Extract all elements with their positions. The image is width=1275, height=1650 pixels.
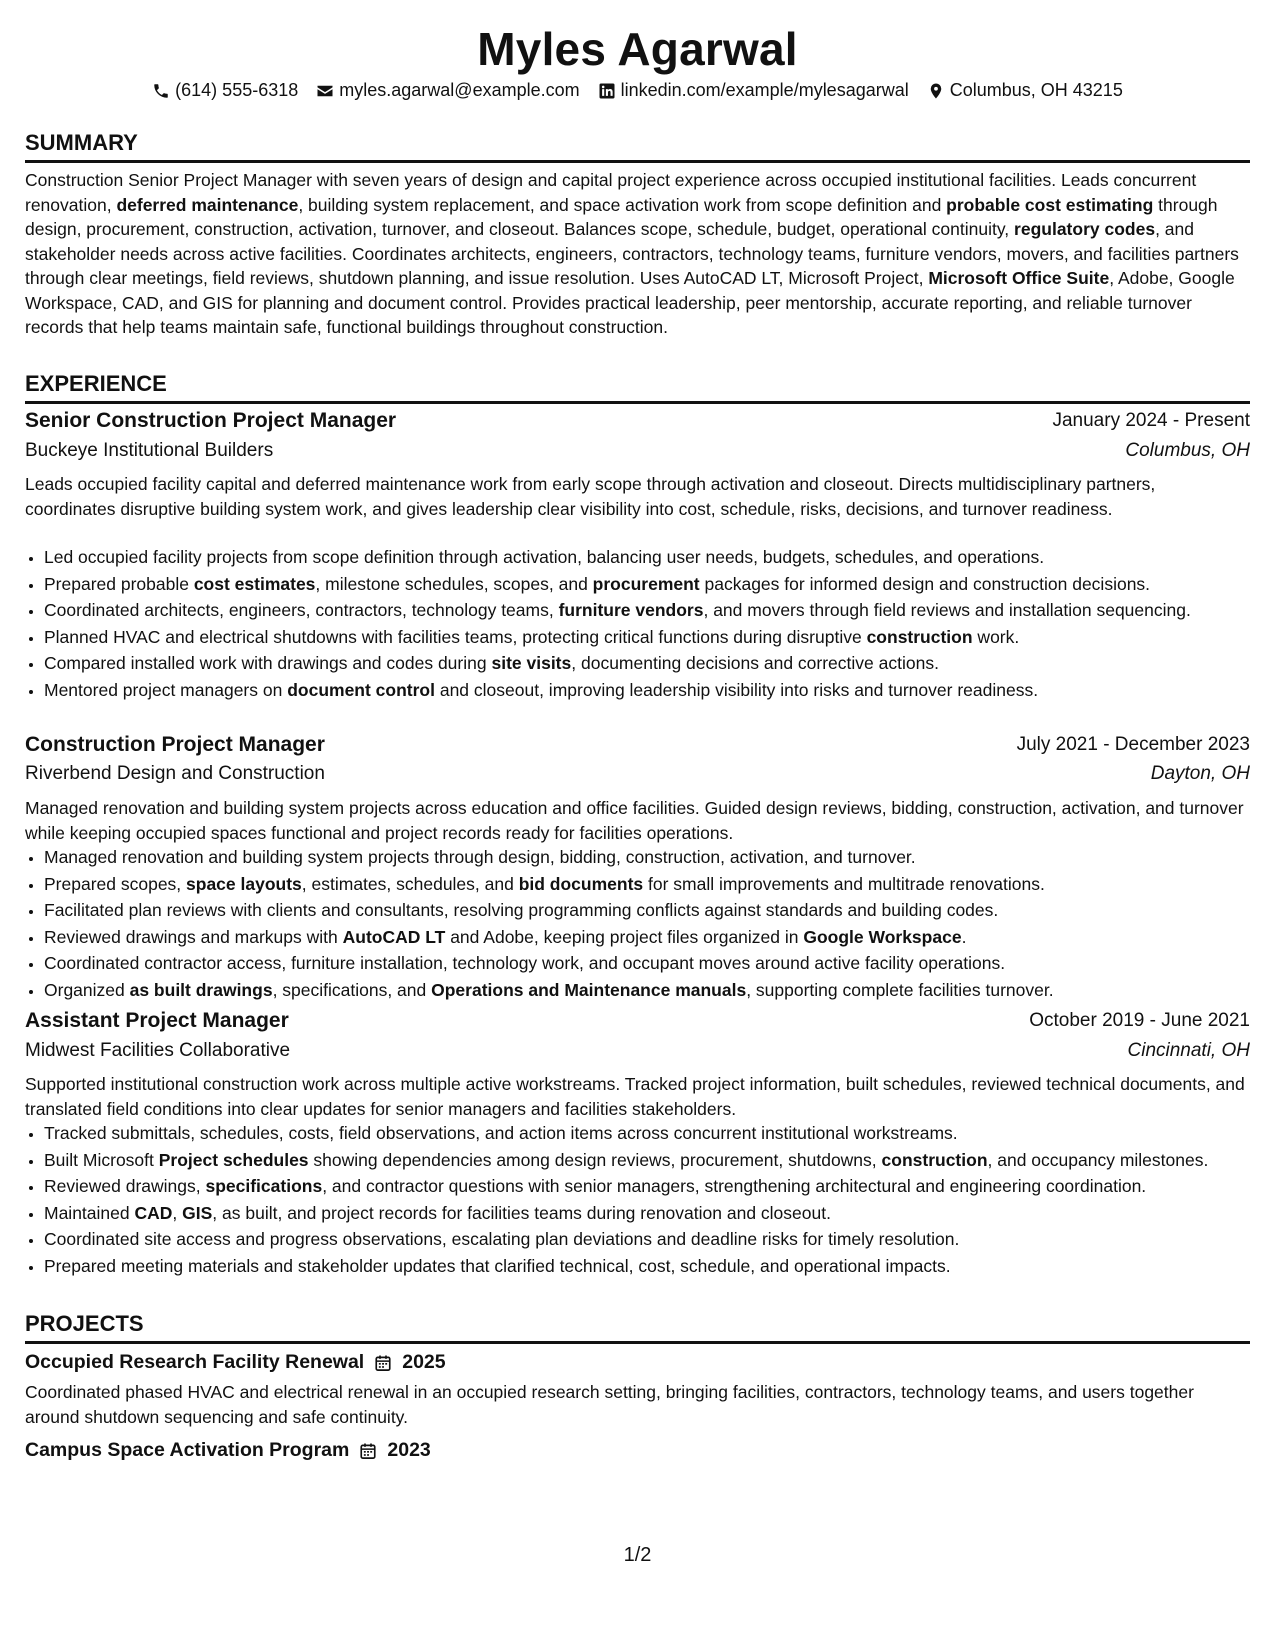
bullet-item	[44, 625, 1269, 650]
job-title: Assistant Project Manager	[25, 1009, 289, 1032]
contact-linkedin[interactable]	[598, 80, 909, 101]
resume-page	[25, 0, 1250, 1650]
text-run: , building system replacement, and space activation work from scope definition and	[298, 194, 947, 215]
bold-keyword: Microsoft Office Suite	[928, 268, 1110, 288]
text-run: Reviewed drawings and markups with	[44, 926, 343, 947]
text-run: , as built, and project records for facilities teams during renovation and closeout.	[212, 1202, 831, 1223]
text-run: , documenting decisions and corrective actions.	[571, 653, 939, 673]
section-title-projects: PROJECTS	[25, 1311, 1250, 1344]
bullet-item	[44, 1174, 1269, 1199]
bold-keyword: construction	[866, 626, 973, 647]
bullet-item	[44, 898, 1269, 923]
bullet-item	[44, 978, 1269, 1003]
location-text: Columbus, OH 43215	[949, 80, 1123, 100]
text-run: Prepared probable	[44, 573, 194, 594]
job-description: Managed renovation and building system projects across education and office facilities. Guided design reviews, bidding, construction, activation, and turnover while keeping occupied spaces functional and project records ready for facilities operations.	[25, 798, 1244, 843]
text-run: , and movers through field reviews and installation sequencing.	[703, 600, 1191, 620]
text-run: packages for informed design and construction decisions.	[699, 573, 1151, 594]
job-dates: July 2021 - December 2023	[1016, 734, 1250, 755]
bullet-item	[44, 1148, 1269, 1173]
text-run: Prepared meeting materials and stakeholder updates that clarified technical, cost, schedule, and operational impacts.	[44, 1255, 951, 1276]
text-run: Tracked submittals, schedules, costs, field observations, and action items across concurrent institutional workstreams.	[44, 1123, 958, 1143]
text-run: , Adobe, Google Workspace, CAD, and GIS for planning and document control. Provides practical leadership, peer mentorship, accurate reporting, and reliable turnover records that help teams maintain safe, functional buildings throughout construction.	[25, 268, 1235, 337]
text-run: , estimates, schedules, and	[301, 873, 519, 894]
phone-icon	[152, 82, 170, 100]
job-bullets	[25, 1121, 1269, 1280]
text-run: and closeout, improving leadership visibility into risks and turnover readiness.	[434, 679, 1039, 700]
bullet-item	[44, 1227, 1269, 1252]
project-title	[25, 1351, 446, 1374]
bullet-item	[44, 951, 1269, 976]
bold-keyword: site visits	[491, 653, 572, 673]
calendar-icon	[359, 1442, 377, 1460]
section-title-summary: SUMMARY	[25, 130, 1250, 163]
job-company: Riverbend Design and Construction	[25, 763, 325, 784]
project-title	[25, 1439, 431, 1462]
bullet-item	[44, 598, 1269, 623]
bullet-item	[44, 545, 1269, 570]
text-run: Built Microsoft	[44, 1149, 159, 1170]
text-run: Compared installed work with drawings and codes during	[44, 653, 492, 673]
summary-rich-text	[25, 170, 1239, 337]
email-text: myles.agarwal@example.com	[339, 80, 580, 100]
text-run: showing dependencies among design reviews, procurement, shutdowns,	[308, 1149, 882, 1170]
bold-keyword: document control	[287, 679, 435, 700]
bold-keyword: as built drawings	[129, 979, 273, 1000]
text-run: , milestone schedules, scopes, and	[315, 573, 593, 594]
project-name: Occupied Research Facility Renewal	[25, 1351, 365, 1373]
bullet-item	[44, 1254, 1269, 1279]
text-run: Maintained	[44, 1202, 135, 1223]
bullet-item	[44, 845, 1269, 870]
bullet-item	[44, 872, 1269, 897]
job-description: Supported institutional construction work across multiple active workstreams. Tracked project information, built schedules, reviewed technical documents, and translated field conditions into clear updates for senior managers and facilities stakeholders.	[25, 1074, 1245, 1119]
text-run: for small improvements and multitrade renovations.	[643, 873, 1045, 894]
text-run: , and occupancy milestones.	[987, 1149, 1209, 1170]
job-description: Leads occupied facility capital and deferred maintenance work from early scope through activation and closeout. Directs multidisciplinary partners, coordinates disruptive building system work, and gives leadership clear visibility into cost, schedule, risks, decisions, and turnover readiness.	[25, 474, 1156, 519]
text-run: Prepared scopes,	[44, 873, 187, 894]
bold-keyword: specifications	[205, 1176, 323, 1196]
project-year: 2025	[402, 1351, 446, 1373]
job-bullets	[25, 845, 1269, 1004]
bullet-item	[44, 1201, 1269, 1226]
page-number: 1/2	[623, 1544, 652, 1566]
job-location: Columbus, OH	[1125, 440, 1250, 461]
summary-text	[25, 168, 1250, 340]
calendar-icon	[374, 1354, 392, 1372]
text-run: Mentored project managers on	[44, 679, 288, 700]
text-run: Planned HVAC and electrical shutdowns with facilities teams, protecting critical functions during disruptive	[44, 626, 867, 647]
bold-keyword: furniture vendors	[558, 600, 704, 620]
envelope-icon	[316, 82, 334, 100]
job-title: Senior Construction Project Manager	[25, 409, 397, 432]
text-run: , specifications, and	[272, 979, 432, 1000]
bold-keyword: Google Workspace	[803, 926, 962, 947]
text-run: Coordinated contractor access, furniture installation, technology work, and occupant moves around active facility operations.	[44, 953, 1006, 973]
bold-keyword: bid documents	[518, 873, 644, 894]
bold-keyword: regulatory codes	[1014, 219, 1156, 239]
contact-phone	[152, 80, 298, 101]
text-run: work.	[972, 626, 1020, 647]
linkedin-icon	[598, 82, 616, 100]
bold-keyword: AutoCAD LT	[342, 926, 446, 947]
bold-keyword: procurement	[592, 573, 700, 594]
map-pin-icon	[927, 82, 945, 100]
contact-email[interactable]	[316, 80, 579, 101]
text-run: Managed renovation and building system projects through design, bidding, construction, activation, and turnover.	[44, 847, 916, 867]
bold-keyword: construction	[881, 1149, 988, 1170]
job-location: Dayton, OH	[1150, 763, 1250, 784]
bold-keyword: GIS	[182, 1202, 213, 1223]
job-dates: October 2019 - June 2021	[1029, 1010, 1250, 1031]
text-run: Construction Senior Project Manager with seven years of design and capital project experience across occupied institutional facilities. Leads concurrent renovation,	[25, 170, 1197, 215]
text-run: and Adobe, keeping project files organized in	[445, 926, 804, 947]
project-name: Campus Space Activation Program	[25, 1439, 350, 1461]
text-run: through design, procurement, construction, activation, turnover, and closeout. Balances scope, schedule, budget, operational continuity,	[25, 194, 1218, 239]
job-title: Construction Project Manager	[25, 733, 325, 756]
text-run: Coordinated architects, engineers, contractors, technology teams,	[44, 600, 559, 620]
job-company: Buckeye Institutional Builders	[25, 440, 274, 461]
candidate-name: Myles Agarwal	[477, 23, 798, 75]
section-title-experience: EXPERIENCE	[25, 371, 1250, 404]
project-year: 2023	[387, 1439, 431, 1461]
text-run: , supporting complete facilities turnover.	[746, 979, 1054, 1000]
project-description: Coordinated phased HVAC and electrical renewal in an occupied research setting, bringing facilities, contractors, technology teams, and users together around shutdown sequencing and safe continuity.	[25, 1382, 1194, 1427]
text-run: , and contractor questions with senior managers, strengthening architectural and engineering coordination.	[322, 1176, 1147, 1196]
phone-text: (614) 555-6318	[175, 80, 299, 100]
bold-keyword: deferred maintenance	[116, 194, 299, 215]
bold-keyword: cost estimates	[193, 573, 316, 594]
contact-location	[927, 80, 1123, 101]
text-run: Organized	[44, 979, 130, 1000]
text-run: Facilitated plan reviews with clients and consultants, resolving programming conflicts against standards and building codes.	[44, 900, 999, 920]
text-run: Coordinated site access and progress observations, escalating plan deviations and deadline risks for timely resolution.	[44, 1229, 960, 1249]
text-run: Led occupied facility projects from scope definition through activation, balancing user needs, budgets, schedules, and operations.	[44, 547, 1045, 567]
text-run: , and stakeholder needs across active facilities. Coordinates architects, engineers, contractors, technology teams, furniture vendors, movers, and facilities partners through clear meetings, field reviews, shutdown planning, and issue resolution. Uses AutoCAD LT, Microsoft Project,	[25, 219, 1239, 288]
job-location: Cincinnati, OH	[1127, 1040, 1250, 1061]
bold-keyword: Project schedules	[158, 1149, 309, 1170]
job-dates: January 2024 - Present	[1052, 410, 1250, 431]
text-run: .	[961, 926, 967, 947]
bullet-item	[44, 572, 1269, 597]
job-company: Midwest Facilities Collaborative	[25, 1040, 291, 1061]
bullet-item	[44, 678, 1269, 703]
bold-keyword: CAD	[134, 1202, 173, 1223]
bullet-item	[44, 1121, 1269, 1146]
linkedin-text: linkedin.com/example/mylesagarwal	[620, 80, 909, 100]
bullet-item	[44, 651, 1269, 676]
bold-keyword: probable cost estimating	[946, 194, 1154, 215]
contact-bar	[25, 80, 1250, 101]
bold-keyword: space layouts	[186, 873, 302, 894]
bullet-item	[44, 925, 1269, 950]
text-run: Reviewed drawings,	[44, 1176, 206, 1196]
text-run: ,	[172, 1202, 183, 1223]
bold-keyword: Operations and Maintenance manuals	[431, 979, 747, 1000]
job-bullets	[25, 545, 1269, 704]
